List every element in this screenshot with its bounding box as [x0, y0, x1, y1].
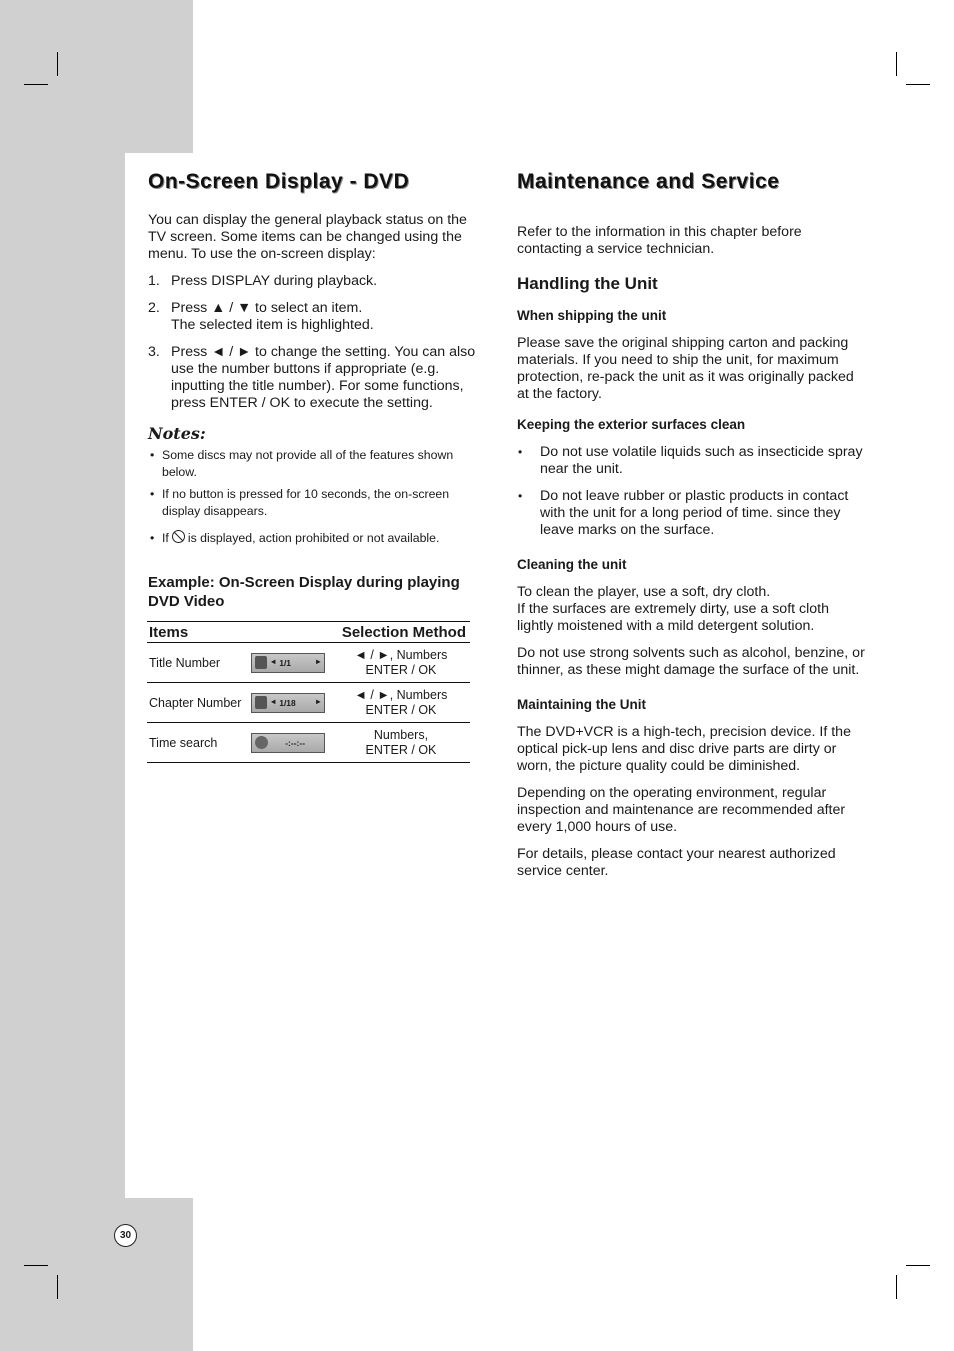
crop-mark	[57, 1275, 58, 1299]
cleaning-text-2: Do not use strong solvents such as alcohol, benzine, or thinner, as these might damage the surface of the unit.	[517, 645, 865, 678]
note-item: • Some discs may not provide all of the features shown below.	[150, 448, 454, 479]
maintenance-intro: Refer to the information in this chapter before contacting a service technician.	[517, 224, 802, 257]
osd-steps	[148, 273, 480, 412]
item-label: Chapter Number	[147, 683, 249, 723]
crop-mark	[906, 84, 930, 85]
osd-display: -:--:--	[251, 733, 325, 753]
osd-intro: You can display the general playback status on the TV screen. Some items can be changed using the menu. To use the on-screen display:	[148, 212, 467, 262]
maintaining-text-3: For details, please contact your nearest authorized service center.	[517, 846, 836, 879]
item-label: Title Number	[147, 643, 249, 683]
method-cell: Numbers, ENTER / OK	[332, 723, 470, 763]
step-item: 3. Press ◄ / ► to change the setting. You can also use the number buttons if appropriate (e.g. inputting the title number). For some functions, press ENTER / OK to execute the setting.	[148, 344, 476, 411]
step-item: 1. Press DISPLAY during playback.	[148, 273, 378, 289]
example-title: Example: On-Screen Display during playing DVD Video	[148, 574, 460, 610]
crop-mark	[24, 84, 48, 85]
item-label: Time search	[147, 723, 249, 763]
clock-icon	[255, 736, 268, 749]
page-number: 30	[114, 1224, 137, 1247]
step-item: 2. Press ▲ / ▼ to select an item. The selected item is highlighted.	[148, 300, 374, 333]
title-icon	[255, 656, 267, 669]
handling-title: Handling the Unit	[517, 274, 658, 293]
note-item: • If is displayed, action prohibited or not available.	[150, 531, 440, 545]
crop-mark	[906, 1265, 930, 1266]
crop-mark	[896, 52, 897, 76]
osd-display: ◂ 1/1 ▸	[251, 653, 325, 673]
col-method: Selection Method	[332, 622, 470, 643]
cleaning-title: Cleaning the unit	[517, 557, 627, 572]
margin-band-top	[0, 0, 193, 153]
col-items: Items	[147, 622, 249, 643]
shipping-title: When shipping the unit	[517, 308, 667, 323]
section-title-osd: On-Screen Display - DVD	[148, 170, 410, 193]
right-column	[517, 170, 867, 890]
crop-mark	[57, 52, 58, 76]
section-title-maintenance: Maintenance and Service	[517, 170, 780, 193]
crop-mark	[24, 1265, 48, 1266]
table-row	[147, 723, 470, 763]
exterior-list	[517, 444, 867, 539]
list-item: • Do not use volatile liquids such as insecticide spray near the unit.	[518, 444, 863, 477]
maintaining-title: Maintaining the Unit	[517, 697, 646, 712]
cleaning-text: To clean the player, use a soft, dry cloth. If the surfaces are extremely dirty, use a soft cloth lightly moistened with a mild detergent solution.	[517, 584, 829, 634]
list-item: • Do not leave rubber or plastic products in contact with the unit for a long period of time. since they leave marks on the surface.	[518, 488, 849, 538]
maintaining-text-2: Depending on the operating environment, regular inspection and maintenance are recommended after every 1,000 hours of use.	[517, 785, 846, 835]
note-item: • If no button is pressed for 10 seconds, the on-screen display disappears.	[150, 487, 450, 518]
left-column	[148, 170, 480, 763]
crop-mark	[896, 1275, 897, 1299]
osd-display: ◂ 1/18 ▸	[251, 693, 325, 713]
notes-title: Notes:	[148, 424, 206, 443]
margin-band-left	[0, 153, 125, 1198]
table-row	[147, 643, 470, 683]
osd-table	[147, 621, 470, 763]
method-cell: ◄ / ►, Numbers ENTER / OK	[332, 683, 470, 723]
margin-band-bottom	[0, 1198, 193, 1351]
maintaining-text-1: The DVD+VCR is a high-tech, precision device. If the optical pick-up lens and disc drive parts are dirty or worn, the picture quality could be diminished.	[517, 724, 851, 774]
exterior-title: Keeping the exterior surfaces clean	[517, 417, 746, 432]
prohibited-icon	[172, 530, 185, 543]
shipping-text: Please save the original shipping carton and packing materials. If you need to ship the unit, for maximum protection, re-pack the unit as it was originally packed at the factory.	[517, 335, 854, 402]
table-row	[147, 683, 470, 723]
notes-list	[148, 447, 480, 547]
method-cell: ◄ / ►, Numbers ENTER / OK	[332, 643, 470, 683]
chapter-icon	[255, 696, 267, 709]
